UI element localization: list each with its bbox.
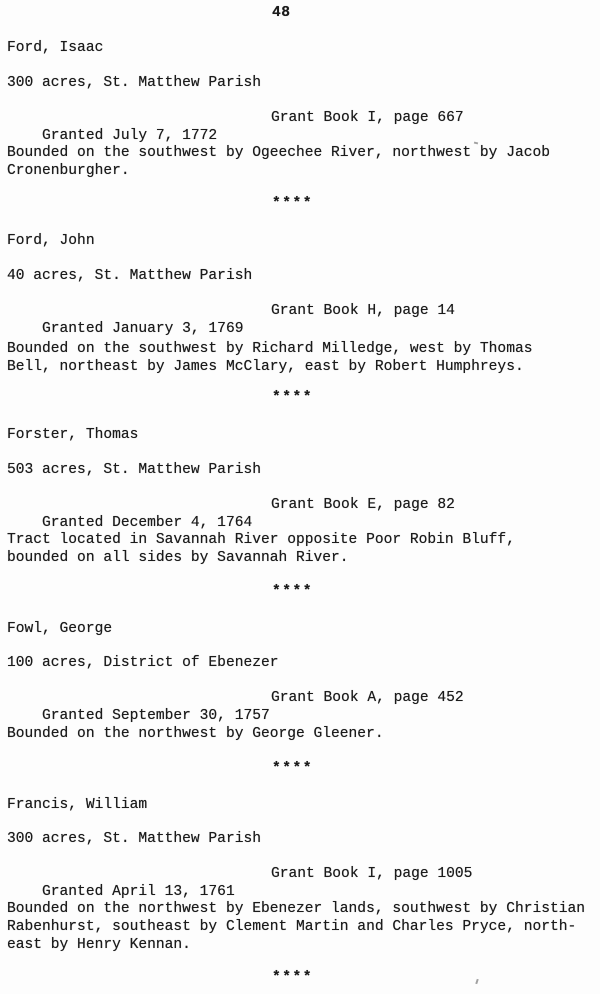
entry-name: Ford, John [7,233,95,249]
section-separator: **** [272,390,314,406]
entry-description-line: Bounded on the northwest by Ebenezer lands, southwest by Christian [7,901,586,917]
entry-description-line: Tract located in Savannah River opposite Poor Robin Bluff, [7,532,515,548]
granted-date: Granted September 30, 1757 [42,708,270,724]
scan-speck [475,979,478,984]
section-separator: **** [272,196,314,212]
page-number: 48 [272,5,291,21]
section-separator: **** [272,970,314,986]
section-separator: **** [272,761,314,777]
grant-book-ref: Grant Book H, page 14 [271,303,455,319]
entry-description-line: Cronenburgher. [7,163,130,179]
entry-acreage: 503 acres, St. Matthew Parish [7,462,261,478]
granted-date: Granted December 4, 1764 [42,515,253,531]
entry-name: Fowl, George [7,621,113,637]
grant-book-ref: Grant Book I, page 1005 [271,866,473,882]
entry-acreage: 40 acres, St. Matthew Parish [7,268,253,284]
entry-name: Francis, William [7,797,148,813]
grant-book-ref: Grant Book A, page 452 [271,690,464,706]
entry-description-line: Bounded on the northwest by George Gleener. [7,726,384,742]
entry-description-line: east by Henry Kennan. [7,937,191,953]
entry-description-line: Bounded on the southwest by Ogeechee River, northwest by Jacob [7,145,550,161]
entry-description-line: Bell, northeast by James McClary, east by Robert Humphreys. [7,359,524,375]
entry-description-line: bounded on all sides by Savannah River. [7,550,349,566]
entry-acreage: 300 acres, St. Matthew Parish [7,831,261,847]
entry-name: Forster, Thomas [7,427,139,443]
granted-date: Granted January 3, 1769 [42,321,244,337]
granted-date: Granted July 7, 1772 [42,128,218,144]
entry-description-line: Rabenhurst, southeast by Clement Martin and Charles Pryce, north- [7,919,577,935]
entry-acreage: 300 acres, St. Matthew Parish [7,75,261,91]
section-separator: **** [272,584,314,600]
grant-book-ref: Grant Book I, page 667 [271,110,464,126]
grant-book-ref: Grant Book E, page 82 [271,497,455,513]
granted-date: Granted April 13, 1761 [42,884,235,900]
entry-acreage: 100 acres, District of Ebenezer [7,655,279,671]
entry-name: Ford, Isaac [7,40,104,56]
entry-description-line: Bounded on the southwest by Richard Milledge, west by Thomas [7,341,533,357]
